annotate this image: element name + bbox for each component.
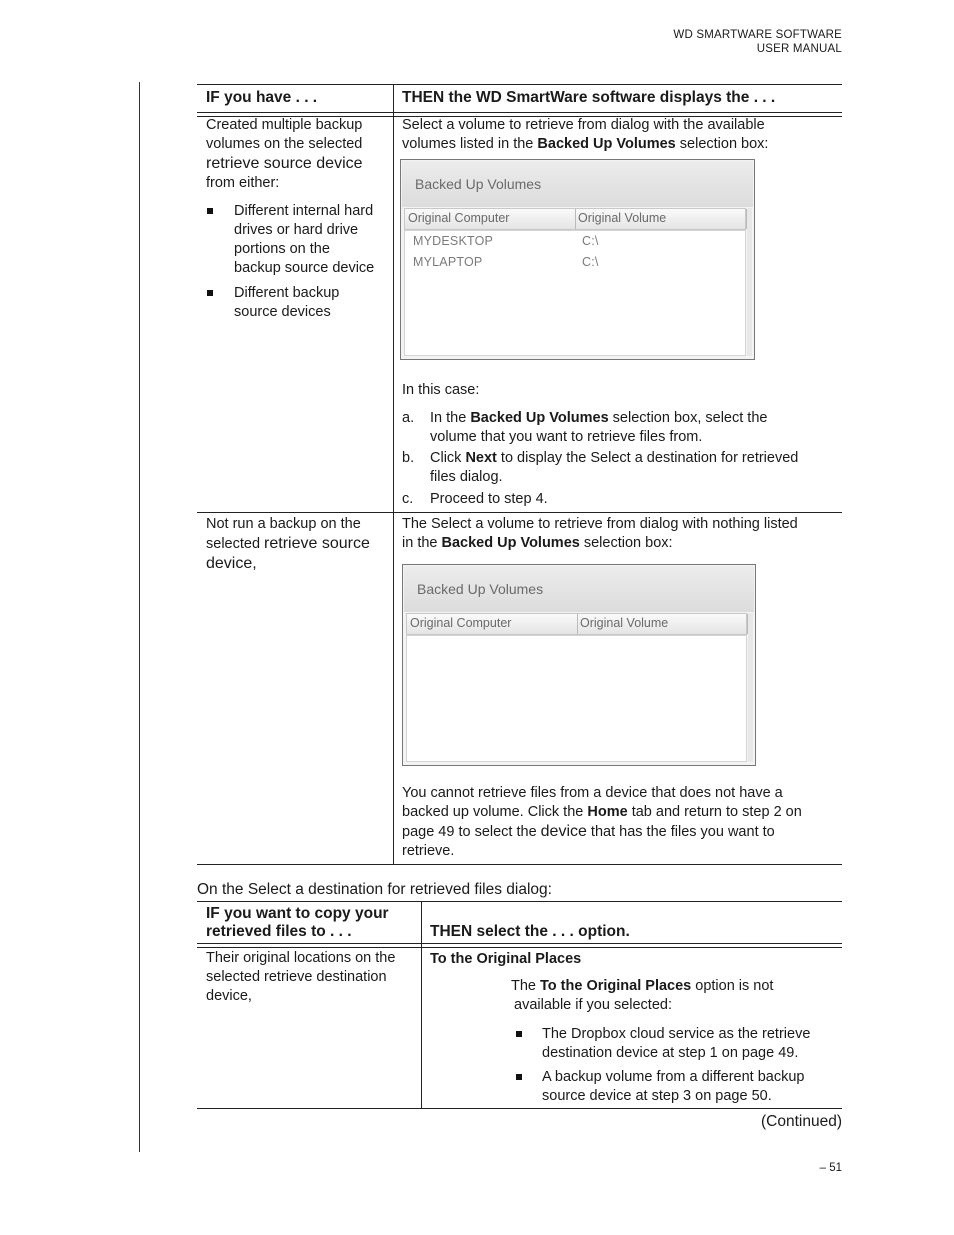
bold-span: Backed Up Volumes <box>441 535 580 551</box>
volumes-list <box>404 230 746 356</box>
text-span: option is not <box>691 978 774 994</box>
table-rule <box>197 1108 842 1109</box>
table-rule <box>197 943 842 944</box>
column-original-computer[interactable]: Original Computer <box>408 211 510 225</box>
bold-span: Home <box>587 804 628 820</box>
column-separator <box>575 209 576 229</box>
volume-computer[interactable]: MYLAPTOP <box>413 255 483 269</box>
text-span: Click <box>430 450 466 466</box>
step-label: b. <box>402 450 415 466</box>
text-span: device <box>540 823 587 840</box>
text-line: selected retrieve destination <box>206 969 387 985</box>
text-span: retrieve source <box>264 535 370 552</box>
between-tables-text: On the Select a destination for retrieved files dialog: <box>197 881 552 898</box>
table1-col1-header: IF you have . . . <box>206 89 318 106</box>
text-line: from either: <box>206 175 280 191</box>
list-item <box>542 1068 805 1106</box>
text-span: volumes listed in the <box>402 136 538 152</box>
table-rule <box>197 512 842 513</box>
text-span: selection box: <box>675 136 769 152</box>
list-item <box>542 1025 810 1063</box>
text-line: Select a volume to retrieve from dialog with the available <box>402 117 765 133</box>
table-rule <box>197 947 842 948</box>
option-title: To the Original Places <box>430 951 582 967</box>
column-header-bar <box>404 208 746 230</box>
text-span: In the <box>430 410 471 426</box>
change-bar <box>139 82 140 1152</box>
text-line: drives or hard drive <box>234 222 359 238</box>
text-line: volumes on the selected <box>206 136 363 152</box>
text-line <box>402 534 798 553</box>
column-separator <box>577 614 578 634</box>
text-line: portions on the <box>234 241 330 257</box>
text-line <box>206 534 370 554</box>
column-original-volume[interactable]: Original Volume <box>580 616 669 630</box>
text-span: in the <box>402 535 442 551</box>
text-line: Not run a backup on the <box>206 516 361 532</box>
text-line: retrieve. <box>402 843 455 859</box>
list-item <box>234 202 374 278</box>
text-line <box>430 409 767 428</box>
bold-span: Backed Up Volumes <box>470 410 609 426</box>
volume-computer[interactable]: MYDESKTOP <box>413 234 494 248</box>
text-line: retrieve source device <box>206 155 363 172</box>
option-description <box>511 977 773 1015</box>
text-line: files dialog. <box>430 469 503 485</box>
step-label: a. <box>402 410 415 426</box>
column-divider <box>393 84 394 865</box>
column-divider <box>421 901 422 1109</box>
row1-condition <box>206 116 363 193</box>
bold-span: To the Original Places <box>540 978 692 994</box>
step-label: c. <box>402 491 414 507</box>
text-span: selection box: <box>579 535 673 551</box>
bullet-icon <box>207 208 213 214</box>
header-line-1: WD SMARTWARE SOFTWARE <box>673 29 842 41</box>
text-line: Their original locations on the <box>206 950 396 966</box>
volume-drive[interactable]: C:\ <box>582 234 599 248</box>
running-header <box>673 28 842 56</box>
text-span: page 49 to select the <box>402 824 541 840</box>
bullet-icon <box>516 1074 522 1080</box>
text-line <box>402 135 768 154</box>
step-a <box>430 409 767 447</box>
volume-drive[interactable]: C:\ <box>582 255 599 269</box>
text-line: IF you want to copy your <box>206 905 389 922</box>
text-line: Created multiple backup <box>206 117 363 133</box>
table-rule <box>197 84 842 85</box>
table2-row1-condition <box>206 949 395 1006</box>
text-line: backup source device <box>234 260 375 276</box>
text-span: backed up volume. Click the <box>402 804 588 820</box>
scrollbar[interactable] <box>748 613 753 762</box>
text-line: device, <box>206 988 252 1004</box>
empty-volumes-dialog <box>402 564 756 766</box>
bold-span: Next <box>465 450 497 466</box>
text-span: tab and return to step 2 on <box>627 804 802 820</box>
text-line: The Dropbox cloud service as the retrieve <box>542 1026 811 1042</box>
table2-col1-header <box>206 905 389 941</box>
text-span: that has the files you want to <box>586 824 775 840</box>
text-line: source device at step 3 on page 50. <box>542 1088 772 1104</box>
bullet-icon <box>516 1031 522 1037</box>
text-line: Different backup <box>234 285 340 301</box>
bullet-icon <box>207 290 213 296</box>
text-span: The <box>511 978 541 994</box>
volumes-list-empty <box>406 635 747 762</box>
bold-span: Backed Up Volumes <box>537 136 676 152</box>
text-line: The Select a volume to retrieve from dialog with nothing listed <box>402 516 798 532</box>
text-line: retrieved files to . . . <box>206 923 352 940</box>
step-b <box>430 449 798 487</box>
column-original-computer[interactable]: Original Computer <box>410 616 512 630</box>
text-line <box>511 977 773 996</box>
row1-result <box>402 116 768 154</box>
row2-condition <box>206 515 370 574</box>
dialog-title: Backed Up Volumes <box>415 176 542 192</box>
table2-col2-header: THEN select the . . . option. <box>430 923 630 940</box>
text-span: selected <box>206 536 265 552</box>
column-original-volume[interactable]: Original Volume <box>578 211 667 225</box>
text-line: source devices <box>234 304 331 320</box>
scrollbar[interactable] <box>747 208 752 356</box>
row2-note <box>402 784 802 861</box>
column-header-bar <box>406 613 747 635</box>
text-line <box>402 803 802 822</box>
dialog-title: Backed Up Volumes <box>417 581 544 597</box>
table-rule <box>197 901 842 902</box>
list-item <box>234 284 339 322</box>
in-this-case: In this case: <box>402 382 480 398</box>
text-line <box>402 822 802 842</box>
header-line-2: USER MANUAL <box>756 43 842 55</box>
text-line: A backup volume from a different backup <box>542 1069 805 1085</box>
row2-result <box>402 515 798 553</box>
text-line: Different internal hard <box>234 203 374 219</box>
text-line: available if you selected: <box>514 997 672 1013</box>
table-rule <box>197 112 842 113</box>
text-line: You cannot retrieve files from a device that does not have a <box>402 785 783 801</box>
step-c: Proceed to step 4. <box>430 491 548 507</box>
text-span: selection box, select the <box>608 410 768 426</box>
text-span: to display the Select a destination for retrieved <box>496 450 799 466</box>
page-number: – 51 <box>819 1162 842 1174</box>
text-line: device, <box>206 555 257 572</box>
text-line <box>430 449 798 468</box>
text-line: destination device at step 1 on page 49. <box>542 1045 799 1061</box>
backed-up-volumes-dialog <box>400 159 755 360</box>
table-rule <box>197 864 842 865</box>
text-line: volume that you want to retrieve files from. <box>430 429 703 445</box>
table1-col2-header: THEN the WD SmartWare software displays the . . . <box>402 89 776 106</box>
continued-label: (Continued) <box>761 1113 842 1130</box>
